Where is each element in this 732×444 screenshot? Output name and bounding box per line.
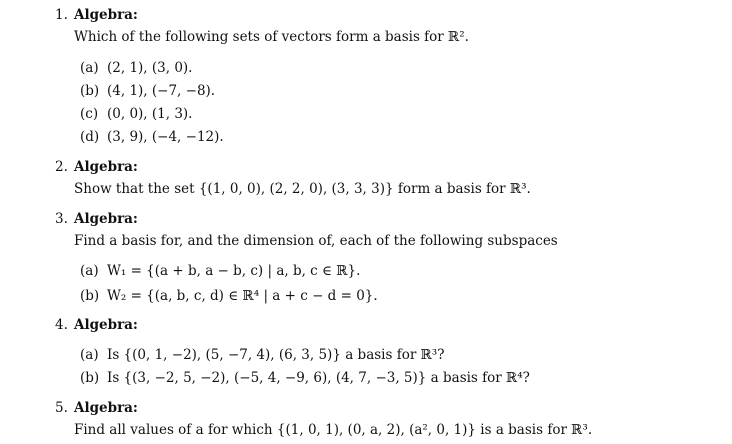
problem-header — [55, 209, 725, 229]
part-text: W₂ = {(a, b, c, d) ∈ ℝ⁴ | a + c − d = 0}. — [107, 288, 378, 304]
part-b — [80, 368, 530, 388]
part-text: Is {(3, −2, 5, −2), (−5, 4, −9, 6), (4, 7, −3, 5)} a basis for ℝ⁴? — [107, 370, 530, 386]
problem-number: 1. — [55, 7, 68, 23]
problem-2 — [55, 157, 725, 197]
part-text: (2, 1), (3, 0). — [107, 60, 193, 76]
part-a — [80, 58, 192, 78]
part-b — [80, 81, 215, 101]
problem-header — [55, 157, 725, 177]
part-d — [80, 127, 224, 147]
part-text: (0, 0), (1, 3). — [107, 106, 193, 122]
part-label: (a) — [80, 263, 99, 279]
part-label: (a) — [80, 60, 99, 76]
problem-category: Algebra: — [74, 7, 138, 23]
part-label: (d) — [80, 129, 100, 145]
problem-category: Algebra: — [74, 400, 138, 416]
problem-number: 3. — [55, 211, 68, 227]
problem-prompt: Show that the set {(1, 0, 0), (2, 2, 0), (3, 3, 3)} form a basis for ℝ³. — [74, 181, 531, 197]
problem-4 — [55, 315, 725, 386]
problem-header — [55, 5, 725, 25]
part-label: (c) — [80, 106, 99, 122]
part-text: (4, 1), (−7, −8). — [107, 83, 216, 99]
problem-category: Algebra: — [74, 317, 138, 333]
problem-prompt: Find all values of a for which {(1, 0, 1), (0, a, 2), (a², 0, 1)} is a basis for ℝ³. — [74, 422, 593, 438]
part-text: (3, 9), (−4, −12). — [107, 129, 224, 145]
part-label: (a) — [80, 347, 99, 363]
part-text: Is {(0, 1, −2), (5, −7, 4), (6, 3, 5)} a basis for ℝ³? — [107, 347, 445, 363]
problem-number: 2. — [55, 159, 68, 175]
part-label: (b) — [80, 288, 100, 304]
problem-header — [55, 398, 725, 418]
problem-prompt: Find a basis for, and the dimension of, each of the following subspaces — [74, 233, 558, 249]
part-text: W₁ = {(a + b, a − b, c) | a, b, c ∈ ℝ}. — [107, 263, 361, 279]
part-c — [80, 104, 192, 124]
problem-5 — [55, 398, 725, 438]
part-label: (b) — [80, 83, 100, 99]
problem-number: 4. — [55, 317, 68, 333]
problem-category: Algebra: — [74, 159, 138, 175]
problem-category: Algebra: — [74, 211, 138, 227]
problem-header — [55, 315, 725, 335]
part-b — [80, 286, 378, 306]
problem-number: 5. — [55, 400, 68, 416]
problem-prompt: Which of the following sets of vectors form a basis for ℝ². — [74, 29, 469, 45]
part-label: (b) — [80, 370, 100, 386]
problem-1 — [55, 5, 725, 145]
problem-3 — [55, 209, 725, 304]
part-a — [80, 261, 360, 281]
part-a — [80, 345, 444, 365]
